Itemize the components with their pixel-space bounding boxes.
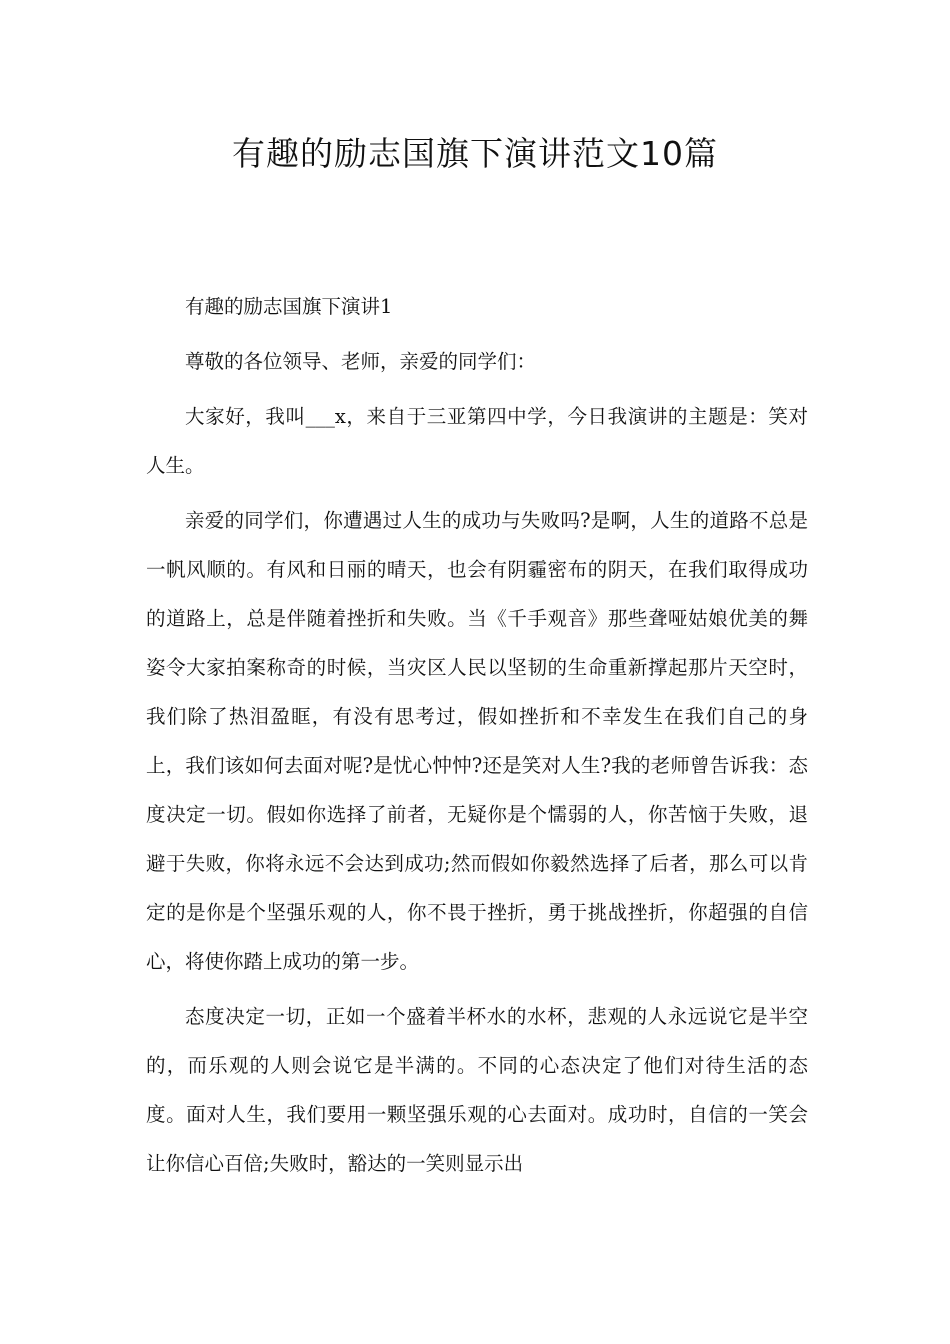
- body-paragraph: 亲爱的同学们，你遭遇过人生的成功与失败吗?是啊，人生的道路不总是一帆风顺的。有风和日丽的晴天，也会有阴霾密布的阴天，在我们取得成功的道路上，总是伴随着挫折和失败。当《千手观音》那些聋哑姑娘优美的舞姿令大家拍案称奇的时候，当灾区人民以坚韧的生命重新撑起那片天空时，我们除了热泪盈眶，有没有思考过，假如挫折和不幸发生在我们自己的身上，我们该如何去面对呢?是忧心忡忡?还是笑对人生?我的老师曾告诉我：态度决定一切。假如你选择了前者，无疑你是个懦弱的人，你苦恼于失败，退避于失败，你将永远不会达到成功;然而假如你毅然选择了后者，那么可以肯定的是你是个坚强乐观的人，你不畏于挫折，勇于挑战挫折，你超强的自信心，将使你踏上成功的第一步。: [146, 509, 808, 973]
- salutation-paragraph: 尊敬的各位领导、老师，亲爱的同学们：: [185, 350, 537, 373]
- section-heading: 有趣的励志国旗下演讲1: [185, 295, 393, 318]
- body-paragraph: 态度决定一切，正如一个盛着半杯水的水杯，悲观的人永远说它是半空的，而乐观的人则会说它是半满的。不同的心态决定了他们对待生活的态度。面对人生，我们要用一颗坚强乐观的心去面对。成功时，自信的一笑会让你信心百倍;失败时，豁达的一笑则显示出: [146, 1005, 808, 1175]
- document-title: 有趣的励志国旗下演讲范文10篇: [232, 134, 718, 173]
- intro-paragraph: 大家好，我叫___x，来自于三亚第四中学，今日我演讲的主题是：笑对人生。: [146, 405, 808, 477]
- document-body: [146, 282, 808, 1194]
